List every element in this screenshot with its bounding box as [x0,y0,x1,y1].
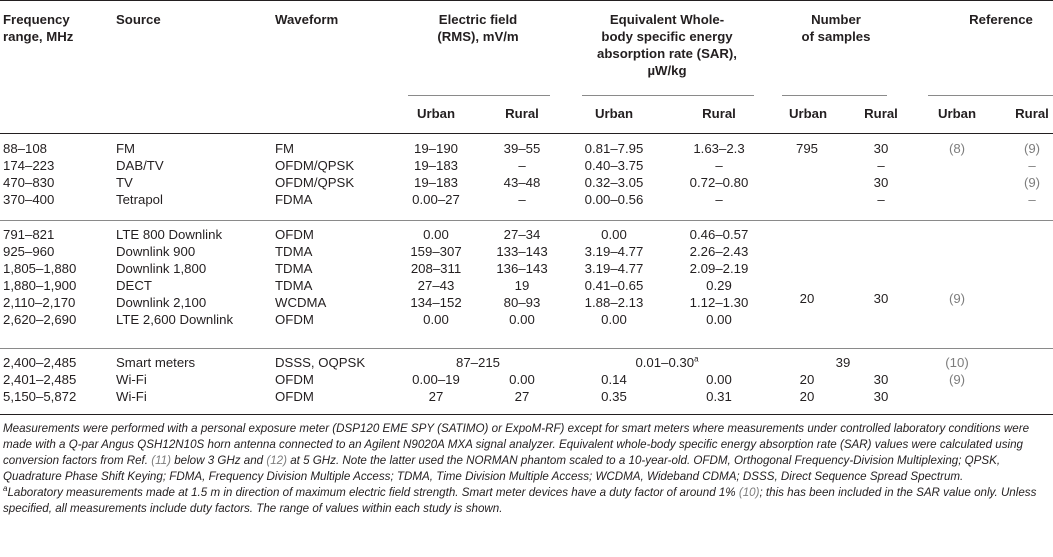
cell-source: TV [116,175,133,190]
cell-efield-urban: 19–190 [413,141,459,156]
cell-efield-rural: – [518,158,526,173]
cell-efield-urban: 0.00 [423,227,449,242]
cell-samples-rural: 30 [873,175,889,190]
sar-subrule [582,95,754,96]
cell-efield-rural: – [518,192,526,207]
subheader-samples-urban: Urban [788,106,828,121]
cell-waveform: OFDM [275,372,314,387]
cell-waveform: OFDM/QPSK [275,158,355,173]
cell-waveform: WCDMA [275,295,327,310]
samples-subrule [782,95,887,96]
mobile-samples-rural: 30 [873,291,889,306]
cell-sar-rural: 2.26–2.43 [689,244,749,259]
cell-frequency: 370–400 [3,192,55,207]
cell-sar-urban: 0.35 [601,389,627,404]
cell-frequency: 2,401–2,485 [3,372,77,387]
cell-sar-rural: 0.00 [706,312,732,327]
cell-source: Smart meters [116,355,196,370]
cell-source: Downlink 1,800 [116,261,207,276]
smart-meters-sar: 0.01–0.30$^a$ [635,354,699,370]
cell-efield-rural: 19 [514,278,530,293]
cell-sar-rural: 1.12–1.30 [689,295,749,310]
footnote-methods: Measurements were performed with a personal exposure meter (DSP120 EME SPY (SATIMO) or ExpoM-RF) except for smart meters where measurements under controlled laboratory conditions were made with a Q-par Angus QSH12N10S horn antenna connected to an Agilent N9020A MXA signal analyzer. Equivalent whole-body specific energy absorption rate (SAR) values were calculated using conversion factors from Ref. (11) below 3 GHz and (12) at 5 GHz. Note the latter used the NORMAN phantom scaled to a 10-year-old. OFDM, Orthogonal Frequency-Division Multiplexing; QPSK, Quadrature Phase Shift Keying; FDMA, Frequency Division Multiple Access; TDMA, Time Division Multiple Access; WCDMA, Wideband CDMA; DSSS, Direct Sequence Spread Spectrum. [3,422,1030,483]
cell-efield-urban: 208–311 [410,261,462,276]
cell-sar-rural: – [715,192,723,207]
smart-meters-efield: 87–215 [455,355,501,370]
cell-samples-urban: 795 [795,141,819,156]
cell-samples-urban: 20 [799,372,815,387]
cell-waveform: FDMA [275,192,313,207]
cell-reference-rural: – [1028,158,1036,173]
cell-sar-urban: 0.41–0.65 [584,278,644,293]
group2-rule [0,348,1053,349]
cell-source: Downlink 900 [116,244,196,259]
subheader-samples-rural: Rural [864,106,898,121]
cell-reference-rural: (9) [1023,175,1041,190]
cell-efield-urban: 159–307 [410,244,462,259]
cell-source: Tetrapol [116,192,163,207]
cell-sar-rural: – [715,158,723,173]
cell-frequency: 88–108 [3,141,48,156]
cell-sar-urban: 3.19–4.77 [584,261,644,276]
cell-sar-urban: 0.00–0.56 [584,192,644,207]
cell-source: FM [116,141,136,156]
cell-efield-urban: 134–152 [410,295,462,310]
cell-sar-urban: 0.00 [601,227,627,242]
cell-samples-rural: 30 [873,372,889,387]
mobile-samples-urban: 20 [799,291,815,306]
cell-sar-rural: 0.31 [706,389,732,404]
subheader-reference-rural: Rural [1015,106,1049,121]
cell-reference-rural: – [1028,192,1036,207]
header-bottom-rule [0,133,1053,134]
cell-efield-urban: 27–43 [417,278,455,293]
cell-sar-urban: 0.32–3.05 [584,175,644,190]
cell-sar-rural: 2.09–2.19 [689,261,749,276]
cell-source: LTE 2,600 Downlink [116,312,234,327]
cell-waveform: TDMA [275,261,313,276]
cell-sar-urban: 0.40–3.75 [584,158,644,173]
cell-efield-urban: 0.00–27 [412,192,460,207]
header-waveform: Waveform [275,12,339,27]
cell-sar-rural: 0.46–0.57 [689,227,749,242]
cell-sar-rural: 0.72–0.80 [689,175,749,190]
header-source: Source [116,12,161,27]
cell-efield-urban: 0.00 [423,312,449,327]
cell-sar-urban: 0.14 [601,372,627,387]
cell-frequency: 2,110–2,170 [3,295,76,310]
cell-waveform: OFDM [275,312,314,327]
cell-source: LTE 800 Downlink [116,227,223,242]
subheader-sar-urban: Urban [594,106,634,121]
subheader-sar-rural: Rural [702,106,736,121]
cell-efield-rural: 27 [514,389,530,404]
cell-efield-rural: 43–48 [503,175,541,190]
cell-waveform: TDMA [275,244,313,259]
header-sar: Equivalent Whole- body specific energy absorption rate (SAR), µW/kg [597,12,737,78]
cell-efield-urban: 19–183 [413,158,459,173]
header-samples: Number of samples [801,12,871,44]
cell-efield-rural: 39–55 [503,141,541,156]
cell-frequency: 2,400–2,485 [3,355,77,370]
cell-waveform: TDMA [275,278,313,293]
top-rule [0,0,1053,1]
cell-waveform: DSSS, OQPSK [275,355,366,370]
cell-frequency: 2,620–2,690 [3,312,77,327]
cell-frequency: 1,805–1,880 [3,261,77,276]
cell-sar-urban: 0.00 [601,312,627,327]
cell-sar-rural: 0.00 [706,372,732,387]
cell-sar-urban: 0.81–7.95 [584,141,644,156]
header-frequency: Frequency range, MHz [3,12,74,44]
subheader-efield-rural: Rural [505,106,539,121]
cell-efield-rural: 133–143 [496,244,548,259]
cell-efield-rural: 0.00 [509,312,535,327]
cell-samples-rural: 30 [873,141,889,156]
cell-efield-rural: 136–143 [496,261,548,276]
cell-source: DAB/TV [116,158,164,173]
cell-samples-rural: 30 [873,389,889,404]
cell-efield-urban: 19–183 [413,175,459,190]
table-bottom-rule [0,414,1053,415]
cell-frequency: 925–960 [3,244,55,259]
cell-source: Downlink 2,100 [116,295,207,310]
cell-frequency: 791–821 [3,227,55,242]
footnote-a: $^a$Laboratory measurements made at 1.5 m in direction of maximum electric field strength. Smart meter devices have a duty factor of around 1% (10); this has been included in the SAR value only. Unless specified, all measurements include duty factors. The range of values within each study is shown. [3,484,1037,515]
cell-efield-urban: 0.00–19 [412,372,460,387]
cell-samples-rural: – [877,158,885,173]
efield-subrule [408,95,550,96]
cell-frequency: 1,880–1,900 [3,278,77,293]
cell-waveform: OFDM/QPSK [275,175,355,190]
cell-waveform: OFDM [275,389,314,404]
cell-waveform: OFDM [275,227,314,242]
cell-efield-rural: 27–34 [503,227,541,242]
subheader-reference-urban: Urban [937,106,977,121]
header-reference: Reference [969,12,1033,27]
cell-sar-urban: 3.19–4.77 [584,244,644,259]
cell-frequency: 5,150–5,872 [3,389,77,404]
mobile-reference-urban: (9) [948,291,966,306]
smart-meters-reference: (10) [945,355,969,370]
subheader-efield-urban: Urban [416,106,456,121]
cell-waveform: FM [275,141,295,156]
cell-reference-urban: (8) [948,141,966,156]
reference-subrule [928,95,1053,96]
cell-samples-rural: – [877,192,885,207]
cell-efield-rural: 80–93 [503,295,541,310]
cell-source: Wi-Fi [116,389,147,404]
smart-meters-samples: 39 [835,355,851,370]
cell-source: Wi-Fi [116,372,147,387]
cell-efield-rural: 0.00 [509,372,535,387]
cell-reference-urban: (9) [948,372,966,387]
cell-reference-rural: (9) [1023,141,1041,156]
cell-frequency: 174–223 [3,158,55,173]
cell-source: DECT [116,278,152,293]
table-footnotes [3,421,1049,517]
group1-rule [0,220,1053,221]
cell-sar-urban: 1.88–2.13 [584,295,644,310]
cell-efield-urban: 27 [428,389,444,404]
cell-sar-rural: 1.63–2.3 [693,141,745,156]
cell-frequency: 470–830 [3,175,55,190]
cell-sar-rural: 0.29 [706,278,732,293]
header-electric-field: Electric field (RMS), mV/m [437,12,519,44]
cell-samples-urban: 20 [799,389,815,404]
